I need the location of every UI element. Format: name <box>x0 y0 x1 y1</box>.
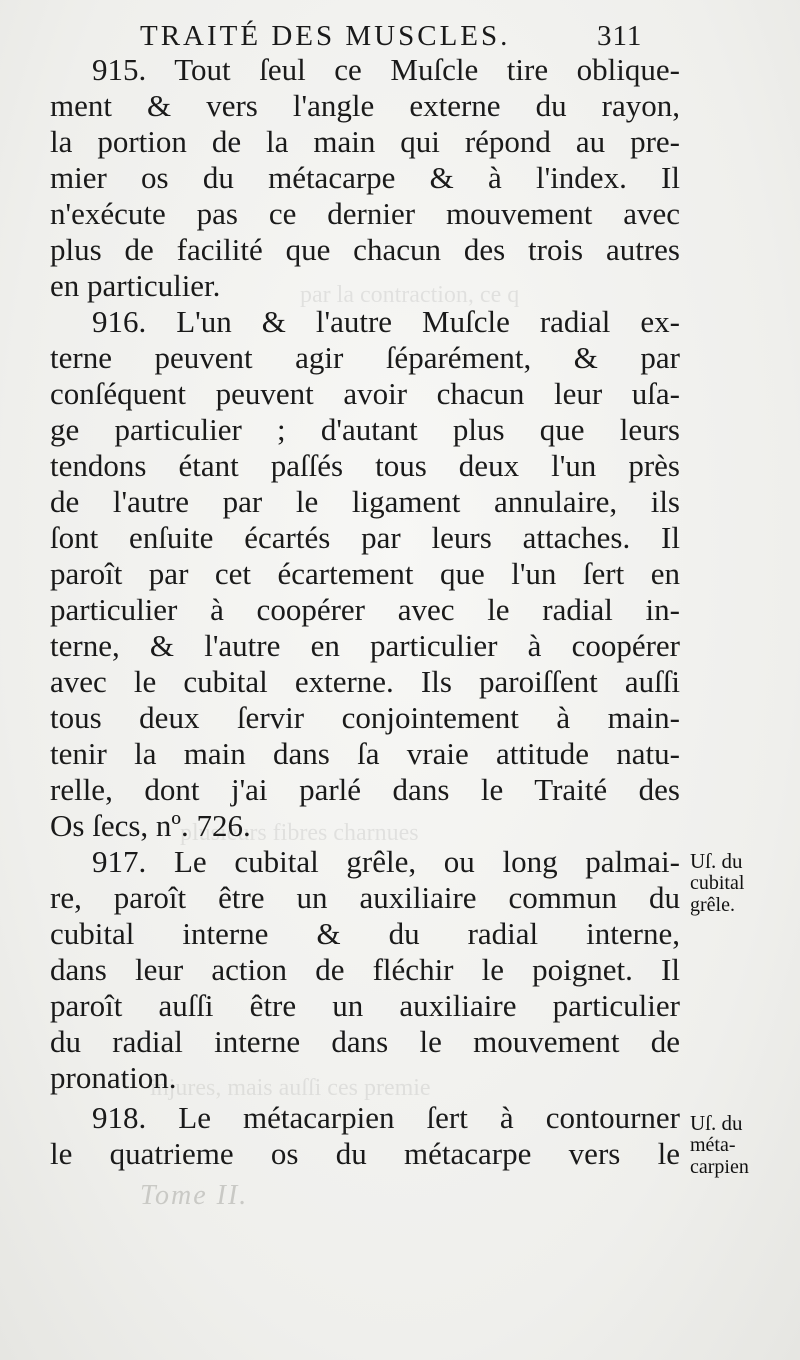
text-line: le quatrieme os du métacarpe vers le <box>50 1136 680 1171</box>
margin-note-line: cubital <box>690 872 745 894</box>
text-line: pronation. <box>50 1060 177 1095</box>
text-line: ment & vers l'angle externe du rayon, <box>50 88 680 123</box>
text-line: 918. Le métacarpien ſert à contourner <box>92 1100 680 1135</box>
page-number: 311 <box>597 20 643 52</box>
text-line: relle, dont j'ai parlé dans le Traité des <box>50 772 680 807</box>
text-line: conſéquent peuvent avoir chacun leur uſa- <box>50 376 680 411</box>
text-line: particulier à coopérer avec le radial in- <box>50 592 680 627</box>
margin-note-line: méta- <box>690 1134 736 1156</box>
text-line: avec le cubital externe. Ils paroiſſent auſſi <box>50 664 680 699</box>
text-line: 915. Tout ſeul ce Muſcle tire oblique- <box>92 52 680 87</box>
margin-note-line: Uſ. du <box>690 849 743 873</box>
signature-mark: Tome II. <box>140 1180 249 1211</box>
margin-note-line: carpien <box>690 1156 749 1178</box>
margin-note-metacarpien <box>690 1112 749 1178</box>
text-line: dans leur action de fléchir le poignet. Il <box>50 952 680 987</box>
show-through-text: injures, mais auſſi ces premie <box>150 1075 431 1101</box>
text-line: en particulier. <box>50 268 221 303</box>
running-title: TRAITÉ DES MUSCLES. <box>140 20 511 52</box>
text-line: tendons étant paſſés tous deux l'un près <box>50 448 680 483</box>
show-through-text: par la contraction, ce q <box>300 282 520 308</box>
margin-note-cubital-grele <box>690 850 744 916</box>
text-line: Os ſecs, nº. 726. <box>50 808 251 843</box>
text-line: la portion de la main qui répond au pre- <box>50 124 680 159</box>
text-line: terne, & l'autre en particulier à coopérer <box>50 628 680 663</box>
text-line: re, paroît être un auxiliaire commun du <box>50 880 680 915</box>
text-line: paroît auſſi être un auxiliaire particulier <box>50 988 680 1023</box>
text-line: mier os du métacarpe & à l'index. Il <box>50 160 680 195</box>
text-line: paroît par cet écartement que l'un ſert en <box>50 556 680 591</box>
text-line: terne peuvent agir ſéparément, & par <box>50 340 680 375</box>
text-line: 917. Le cubital grêle, ou long palmai- <box>92 844 680 879</box>
show-through-text: plusieurs fibres charnues <box>180 820 419 846</box>
text-line: 916. L'un & l'autre Muſcle radial ex- <box>92 304 680 339</box>
margin-note-line: grêle. <box>690 894 735 916</box>
text-line: ſont enſuite écartés par leurs attaches. Il <box>50 520 680 555</box>
text-line: de l'autre par le ligament annulaire, ils <box>50 484 680 519</box>
text-line: tenir la main dans ſa vraie attitude natu- <box>50 736 680 771</box>
text-line: plus de facilité que chacun des trois autres <box>50 232 680 267</box>
margin-note-line: Uſ. du <box>690 1111 743 1135</box>
text-line: du radial interne dans le mouvement de <box>50 1024 680 1059</box>
text-line: n'exécute pas ce dernier mouvement avec <box>50 196 680 231</box>
text-line: ge particulier ; d'autant plus que leurs <box>50 412 680 447</box>
text-line: tous deux ſervir conjointement à main- <box>50 700 680 735</box>
text-line: cubital interne & du radial interne, <box>50 916 680 951</box>
